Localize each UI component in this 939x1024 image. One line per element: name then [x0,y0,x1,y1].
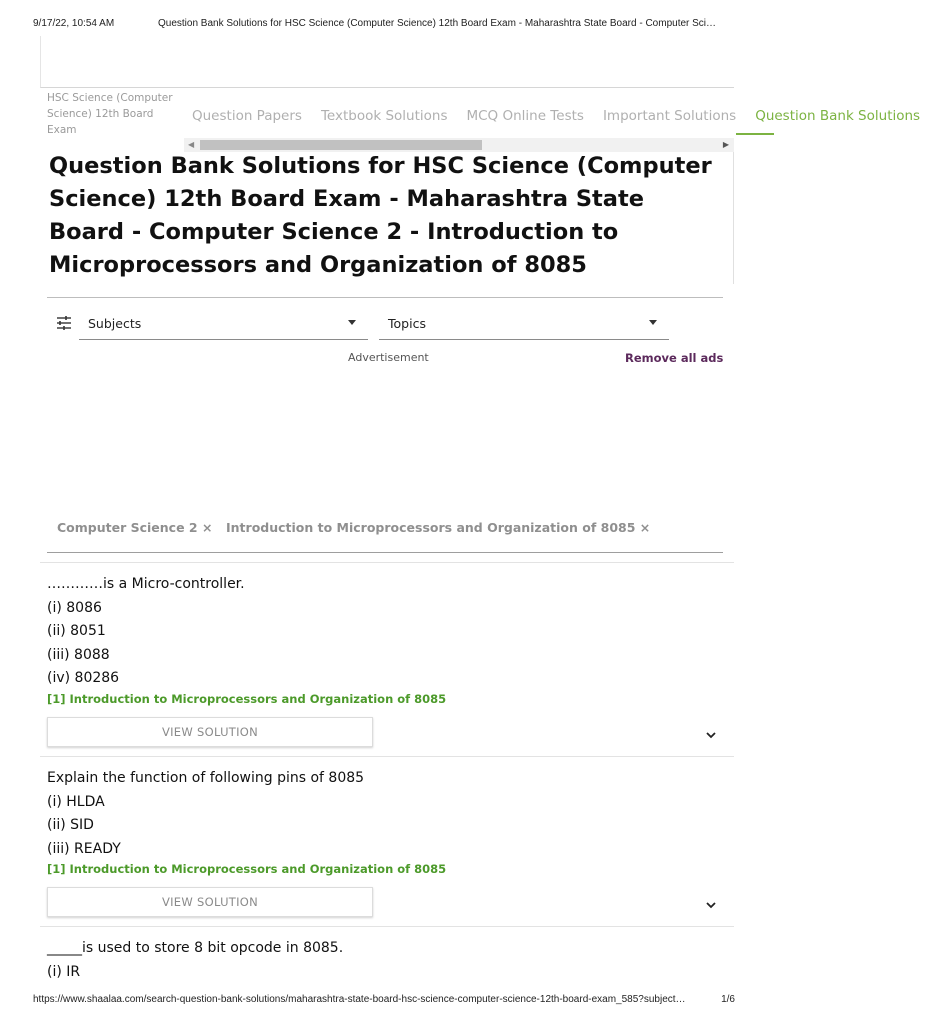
question-separator [40,562,734,563]
tab-mcq-online-tests[interactable]: MCQ Online Tests [466,108,584,124]
question-option: (iii) 8088 [47,646,110,663]
page-title: Question Bank Solutions for HSC Science (Computer Science) 12th Board Exam - Maharashtra State Board - Computer Science 2 - Introduction to Microprocessors and Organization of 8085 [49,153,712,278]
question-option: (iv) 80286 [47,670,120,686]
advertisement-label: Advertisement [348,351,429,364]
subjects-label: Subjects [88,316,142,331]
print-footer [0,994,768,1014]
view-solution-button[interactable]: VIEW SOLUTION [47,887,373,917]
tab-question-papers[interactable]: Question Papers [192,108,302,124]
tab-question-bank-solutions[interactable]: Question Bank Solutions [755,108,921,124]
question-option: (i) HLDA [47,793,105,810]
question-text: …………is a Micro-controller. [47,576,245,592]
question-text: _____is used to store 8 bit opcode in 8085. [47,940,344,956]
question-option: (ii) SID [47,817,94,833]
active-tab-indicator [736,133,774,135]
divider [47,297,723,298]
print-header [0,0,768,34]
view-solution-button[interactable]: VIEW SOLUTION [47,717,373,747]
filter-bar [47,306,723,346]
caret-down-icon [348,320,356,325]
tab-textbook-solutions[interactable]: Textbook Solutions [320,108,448,124]
question-option: (iii) READY [47,840,121,857]
question-topic-tag[interactable]: [1] Introduction to Microprocessors and Organization of 8085 [47,862,447,876]
question-text: Explain the function of following pins of 8085 [47,770,365,786]
filter-chip-topic[interactable]: Introduction to Microprocessors and Organization of 8085 × [226,520,651,535]
print-page-title: Question Bank Solutions for HSC Science (Computer Science) 12th Board Exam - Maharashtra State Board - Computer Sci… [158,18,717,29]
print-url: https://www.shaalaa.com/search-question-bank-solutions/maharashtra-state-board-hsc-science-computer-science-12th-board-exam_585?subject… [33,994,686,1005]
chevron-down-icon[interactable] [705,730,717,740]
question-option: (ii) 8051 [47,623,106,639]
chevron-down-icon[interactable] [705,900,717,910]
print-page-number: 1/6 [721,994,735,1005]
scroll-right-icon[interactable]: ▶ [722,140,729,149]
question-card [47,937,727,984]
content-edge [733,152,734,284]
tab-important-solutions[interactable]: Important Solutions [602,108,737,124]
question-separator [40,926,734,927]
question-separator [40,756,734,757]
print-date: 9/17/22, 10:54 AM [33,18,115,29]
question-card [47,767,727,909]
topics-select[interactable] [379,306,669,340]
scrollbar-thumb[interactable] [200,140,482,150]
question-option: (i) 8086 [47,599,102,616]
filter-chip-subject[interactable]: Computer Science 2 × [57,520,213,535]
remove-ads-link[interactable]: Remove all ads [625,351,724,365]
active-filters [47,519,723,553]
course-breadcrumb[interactable]: HSC Science (Computer Science) 12th Board Exam [47,92,173,136]
course-tabs [192,105,921,129]
caret-down-icon [649,320,657,325]
subjects-select[interactable] [79,306,368,340]
scroll-left-icon[interactable]: ◀ [188,140,195,149]
question-option: (i) IR [47,963,81,980]
tune-icon[interactable] [56,316,72,330]
site-header [40,36,734,88]
topics-label: Topics [388,316,426,331]
question-topic-tag[interactable]: [1] Introduction to Microprocessors and Organization of 8085 [47,691,447,706]
question-card [47,573,727,739]
